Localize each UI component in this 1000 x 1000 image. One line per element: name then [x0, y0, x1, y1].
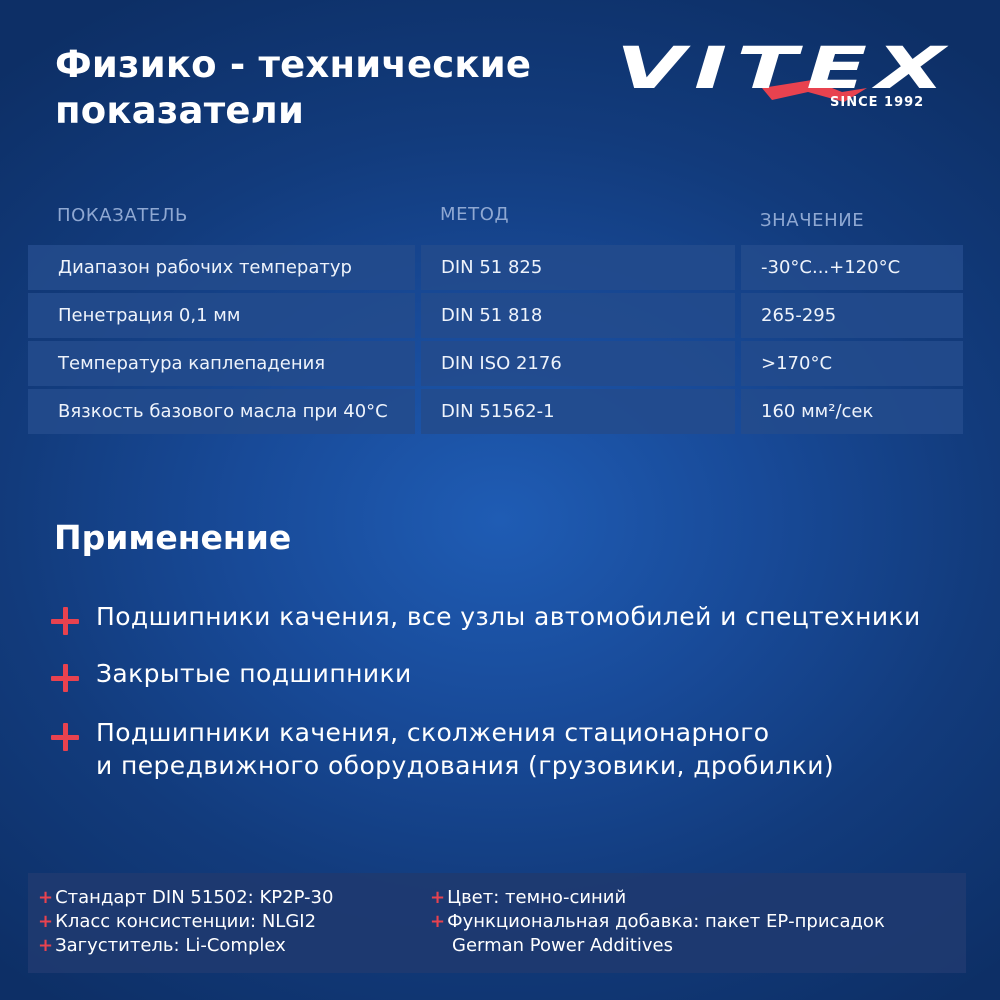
table-row [0, 293, 1000, 338]
cell-method: DIN 51 825 [421, 245, 735, 290]
table-row [0, 245, 1000, 290]
cell-indicator: Вязкость базового масла при 40°C [28, 389, 415, 434]
cell-indicator: Температура каплепадения [28, 341, 415, 386]
plus-icon: + [38, 887, 54, 908]
application-item-line: Подшипники качения, все узлы автомобилей и спецтехники [96, 602, 921, 631]
cell-value: 160 мм²/сек [741, 389, 963, 434]
footer-spec-item [38, 886, 333, 910]
plus-icon [48, 604, 82, 638]
application-item-text [96, 657, 988, 690]
application-item [48, 716, 988, 782]
application-item-line: и передвижного оборудования (грузовики, дробилки) [96, 751, 835, 780]
cell-indicator: Диапазон рабочих температур [28, 245, 415, 290]
footer-spec-item [38, 910, 316, 934]
footer-spec-item [430, 910, 885, 934]
plus-icon: + [430, 887, 446, 908]
cell-value: -30°C...+120°C [741, 245, 963, 290]
column-header-indicator: ПОКАЗАТЕЛЬ [57, 205, 188, 226]
application-item [48, 600, 988, 633]
logo-since-text: SINCE 1992 [830, 95, 925, 110]
vitex-logo [612, 36, 962, 116]
column-header-value: ЗНАЧЕНИЕ [760, 210, 865, 231]
plus-icon: + [38, 935, 54, 956]
application-item-text [96, 716, 988, 782]
cell-method: DIN 51562-1 [421, 389, 735, 434]
application-item-line: Подшипники качения, сколжения стационарного [96, 718, 770, 747]
table-row [0, 341, 1000, 386]
cell-method: DIN 51 818 [421, 293, 735, 338]
footer-spec-text: Стандарт DIN 51502: KP2P-30 [55, 887, 334, 908]
footer-spec-text: Функциональная добавка: пакет ЕР-присадок [447, 911, 885, 932]
plus-icon [48, 720, 82, 754]
cell-indicator: Пенетрация 0,1 мм [28, 293, 415, 338]
application-item-line: Закрытые подшипники [96, 659, 412, 688]
footer-spec-continuation: German Power Additives [452, 935, 673, 956]
footer-spec-text: Класс консистенции: NLGI2 [55, 911, 317, 932]
footer-spec-text: Цвет: темно-синий [447, 887, 627, 908]
page-title-line-2: показатели [55, 89, 305, 132]
plus-icon: + [430, 911, 446, 932]
column-header-method: МЕТОД [440, 204, 510, 225]
cell-value: 265-295 [741, 293, 963, 338]
footer-spec-item [38, 934, 286, 958]
footer-spec-item [430, 886, 626, 910]
application-item-text [96, 600, 988, 633]
logo-wordmark: VITEX [616, 36, 954, 102]
application-item [48, 657, 988, 690]
cell-value: >170°C [741, 341, 963, 386]
plus-icon [48, 661, 82, 695]
table-row [0, 389, 1000, 434]
plus-icon: + [38, 911, 54, 932]
page-title [55, 42, 531, 134]
application-title: Применение [54, 518, 292, 557]
page-title-line-1: Физико - технические [55, 43, 532, 86]
footer-spec-text: Загуститель: Li-Complex [55, 935, 286, 956]
cell-method: DIN ISO 2176 [421, 341, 735, 386]
